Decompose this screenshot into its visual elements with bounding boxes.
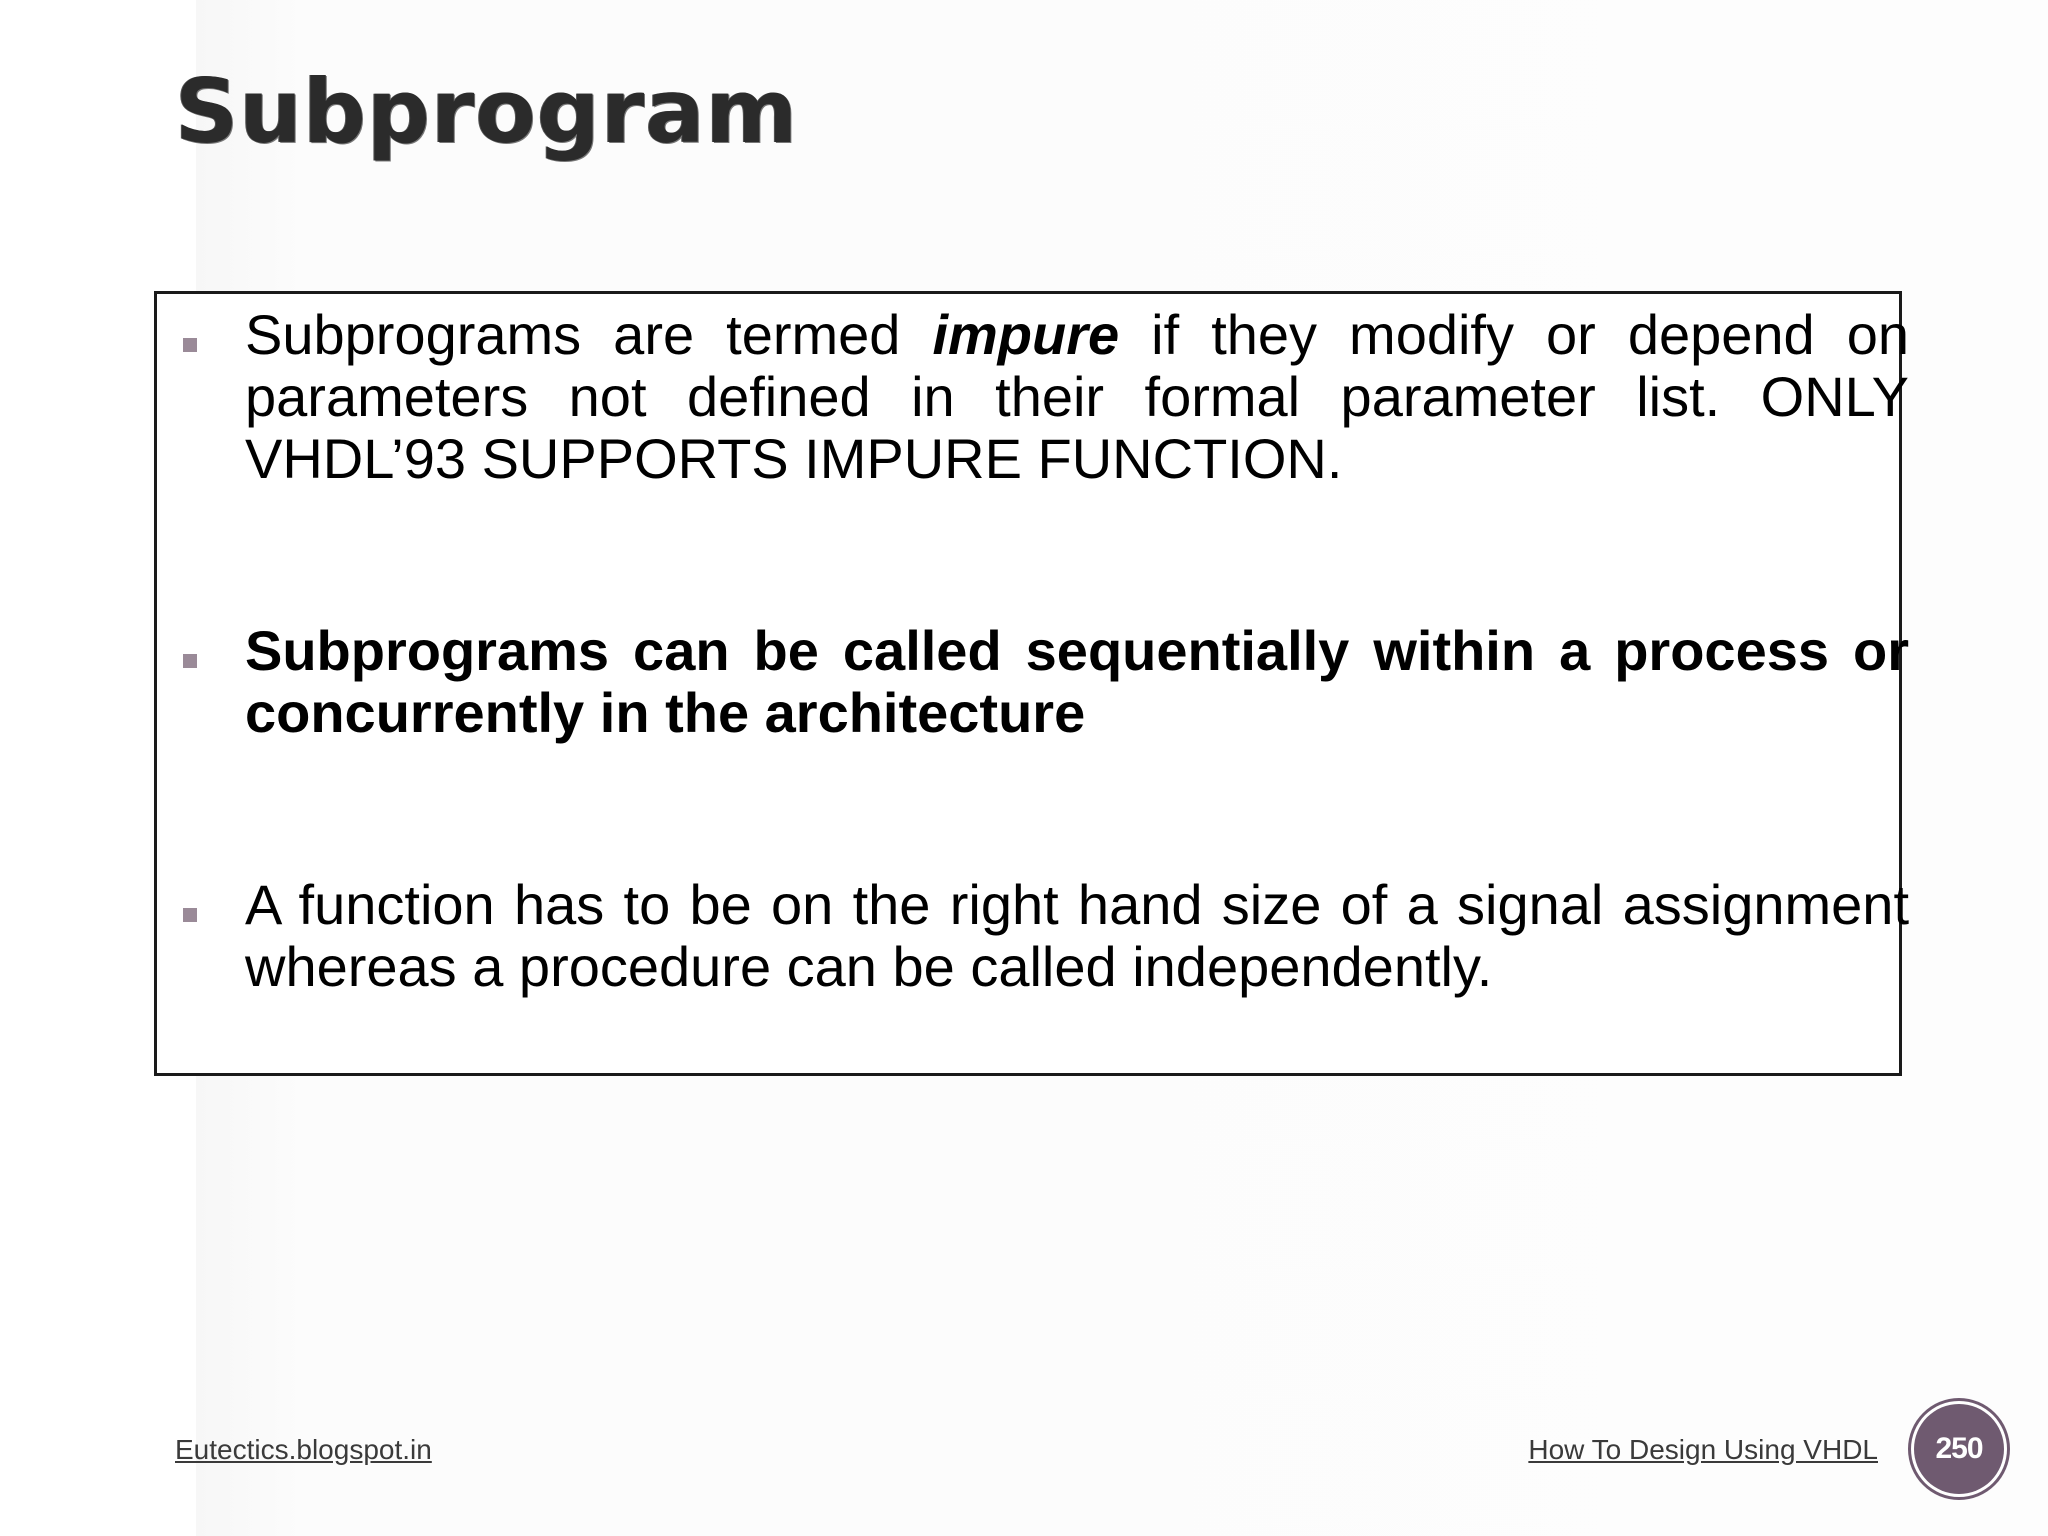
bullet-text: Subprograms can be called sequentially within a process or concurrently in the architecture bbox=[245, 619, 1909, 744]
bullet-text bbox=[245, 304, 1909, 490]
bullet-text-part: Subprograms are termed bbox=[245, 303, 933, 366]
page-number-badge bbox=[1914, 1404, 2004, 1494]
content-box bbox=[154, 291, 1909, 1076]
bullet-square-icon bbox=[183, 908, 197, 922]
page-number: 250 bbox=[1935, 1432, 1983, 1465]
slide-title: Subprogram bbox=[175, 60, 799, 163]
footer-blog-link[interactable]: Eutectics.blogspot.in bbox=[175, 1434, 432, 1465]
bullet-text: A function has to be on the right hand size of a signal assignment whereas a procedure can be called independently. bbox=[245, 873, 1909, 998]
bullet-text-part: if they modify or depend on parameters not defined in their formal parameter list. ONLY VHDL’93 SUPPORTS IMPURE FUNCTION. bbox=[245, 303, 1909, 490]
footer-course-link[interactable]: How To Design Using VHDL bbox=[1528, 1434, 1878, 1465]
emphasis-text: impure bbox=[932, 303, 1120, 366]
bullet-square-icon bbox=[183, 654, 197, 668]
bullet-square-icon bbox=[183, 338, 197, 352]
